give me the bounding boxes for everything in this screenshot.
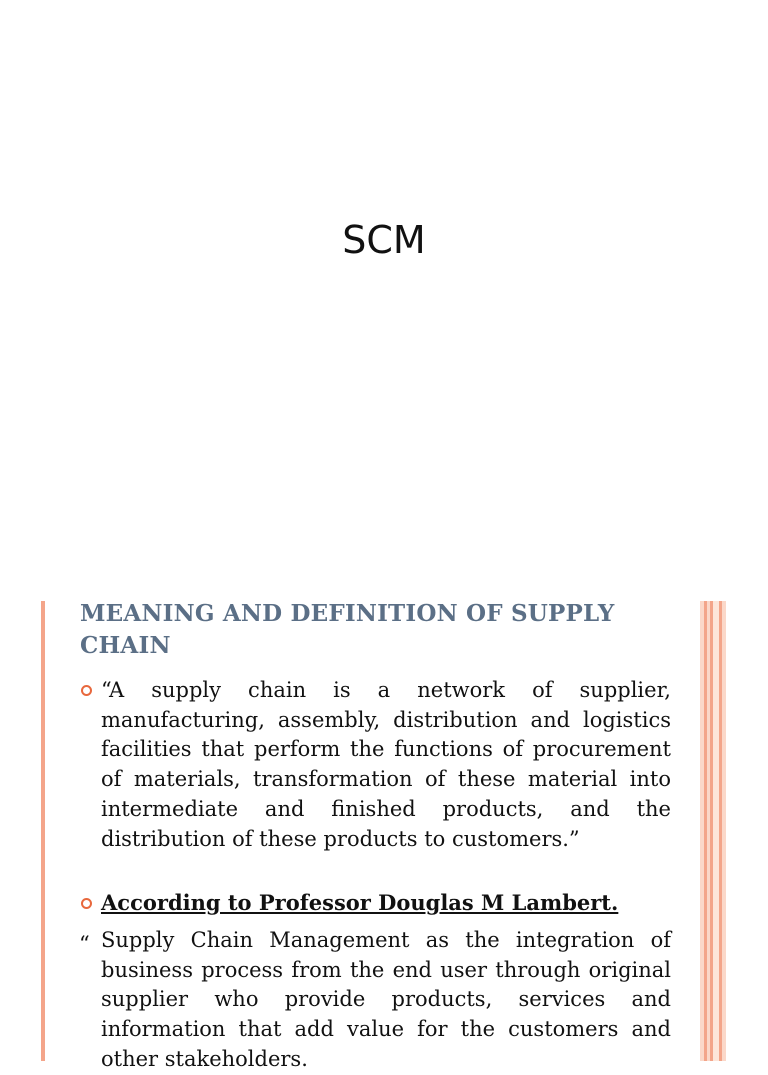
author-attribution: According to Professor Douglas M Lambert.	[101, 890, 619, 915]
right-border-bars	[700, 601, 726, 1061]
bullet-ring-icon	[81, 898, 92, 909]
open-quote-mark: “	[79, 932, 90, 956]
left-border-bar	[41, 601, 45, 1061]
slide-heading: MEANING AND DEFINITION OF SUPPLY CHAIN	[80, 600, 615, 659]
lambert-definition-paragraph: Supply Chain Management as the integration of business process from the end user through original supplier who provide products, services and information that add value for the customers and other stakeholders.	[101, 928, 671, 1071]
bullet-ring-icon	[81, 685, 92, 696]
slide-2	[0, 580, 768, 1071]
slide-title: SCM	[342, 218, 426, 262]
definition-paragraph: “A supply chain is a network of supplier, manufacturing, assembly, distribution and logistics facilities that perform the functions of procurement of materials, transformation of these material into intermediate and finished products, and the distribution of these products to customers.”	[101, 678, 671, 851]
